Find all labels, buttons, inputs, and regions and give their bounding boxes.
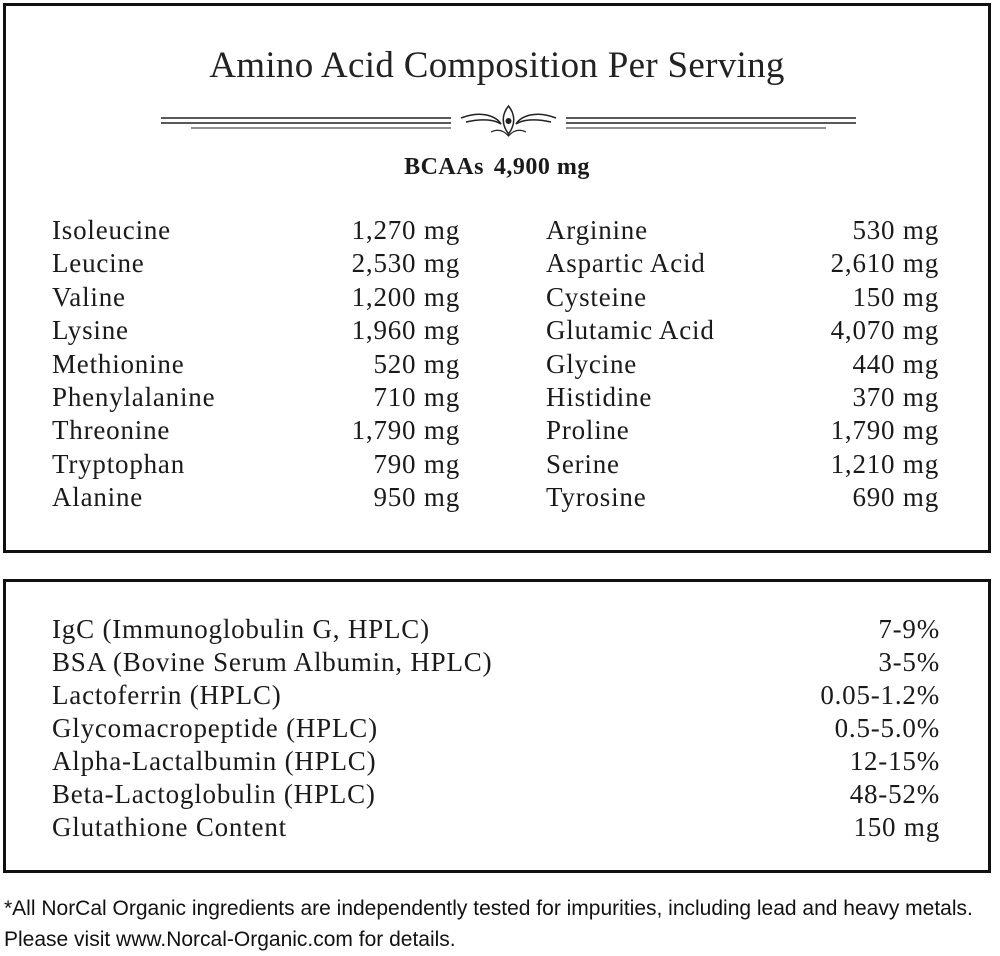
list-item: [546, 348, 939, 381]
protein-name: Glycomacropeptide (HPLC): [52, 713, 378, 743]
protein-value: 3-5%: [878, 647, 940, 677]
amino-acid-amount: 520 mg: [373, 348, 460, 379]
amino-acid-amount: 1,790 mg: [351, 415, 460, 446]
list-item: [546, 314, 939, 347]
list-item: [52, 679, 940, 712]
amino-acid-amount: 1,200 mg: [351, 281, 460, 312]
amino-acid-amount: 1,210 mg: [830, 448, 939, 479]
list-item: [546, 381, 939, 414]
amino-acid-name: Proline: [546, 415, 630, 446]
list-item: [52, 646, 940, 679]
protein-name: Beta-Lactoglobulin (HPLC): [52, 779, 376, 809]
amino-acid-name: Arginine: [546, 215, 648, 245]
amino-acid-name: Aspartic Acid: [546, 248, 706, 279]
amino-acid-amount: 4,070 mg: [830, 315, 939, 346]
protein-name: IgC (Immunoglobulin G, HPLC): [52, 614, 430, 644]
ornament-divider-icon: [161, 102, 856, 142]
protein-value: 48-52%: [849, 779, 940, 809]
protein-value: 150 mg: [853, 812, 940, 842]
amino-acid-name: Threonine: [52, 415, 171, 446]
protein-fraction-panel: [3, 579, 991, 873]
amino-acid-list-right: [546, 214, 939, 515]
list-item: [546, 281, 939, 314]
amino-acid-name: Serine: [546, 448, 620, 479]
list-item: [546, 448, 939, 481]
protein-value: 0.05-1.2%: [820, 680, 940, 710]
protein-value: 7-9%: [878, 614, 940, 644]
list-item: [52, 712, 940, 745]
amino-acid-name: Valine: [52, 281, 126, 312]
protein-name: Lactoferrin (HPLC): [52, 680, 282, 710]
amino-acid-amount: 790 mg: [373, 448, 460, 479]
amino-acid-name: Tryptophan: [52, 448, 186, 479]
bcaa-value: 4,900 mg: [493, 154, 590, 180]
bcaa-total: [6, 154, 988, 181]
amino-acid-amount: 530 mg: [852, 215, 939, 245]
protein-value: 0.5-5.0%: [834, 713, 940, 743]
bcaa-label: BCAAs: [404, 154, 484, 180]
amino-acid-amount: 1,960 mg: [351, 315, 460, 346]
list-item: [52, 448, 460, 481]
list-item: [52, 811, 940, 844]
amino-acid-amount: 690 mg: [852, 482, 939, 513]
list-item: [52, 381, 460, 414]
protein-value: 12-15%: [849, 746, 940, 776]
protein-name: Alpha-Lactalbumin (HPLC): [52, 746, 377, 776]
amino-acid-amount: 1,790 mg: [830, 415, 939, 446]
list-item: [546, 247, 939, 280]
list-item: [546, 414, 939, 447]
amino-acid-amount: 1,270 mg: [351, 215, 460, 245]
amino-acid-name: Methionine: [52, 348, 185, 379]
amino-acid-amount: 2,610 mg: [830, 248, 939, 279]
list-item: [52, 778, 940, 811]
amino-acid-name: Glutamic Acid: [546, 315, 715, 346]
amino-acid-name: Cysteine: [546, 281, 647, 312]
amino-acid-amount: 710 mg: [373, 381, 460, 412]
list-item: [52, 247, 460, 280]
amino-acid-name: Lysine: [52, 315, 129, 346]
list-item: [52, 481, 460, 514]
list-item: [546, 481, 939, 514]
list-item: [52, 745, 940, 778]
amino-acid-amount: 150 mg: [852, 281, 939, 312]
list-item: [52, 348, 460, 381]
amino-acid-name: Phenylalanine: [52, 381, 216, 412]
amino-acid-amount: 950 mg: [373, 482, 460, 513]
amino-acid-amount: 370 mg: [852, 381, 939, 412]
amino-acid-name: Tyrosine: [546, 482, 647, 513]
list-item: [52, 214, 460, 247]
list-item: [52, 281, 460, 314]
amino-acid-list-left: [52, 214, 460, 515]
list-item: [52, 314, 460, 347]
amino-acid-panel: [3, 3, 991, 553]
amino-acid-amount: 2,530 mg: [351, 248, 460, 279]
amino-acid-name: Isoleucine: [52, 215, 171, 245]
list-item: [52, 414, 460, 447]
footnote: *All NorCal Organic ingredients are independently tested for impurities, including lead and heavy metals. Please visit www.Norcal-Organic.com for details.: [4, 897, 973, 951]
amino-acid-name: Leucine: [52, 248, 145, 279]
amino-acid-amount: 440 mg: [852, 348, 939, 379]
protein-name: BSA (Bovine Serum Albumin, HPLC): [52, 647, 493, 677]
amino-acid-name: Alanine: [52, 482, 144, 513]
list-item: [546, 214, 939, 247]
amino-acid-name: Glycine: [546, 348, 638, 379]
amino-acid-name: Histidine: [546, 381, 653, 412]
protein-name: Glutathione Content: [52, 812, 287, 842]
panel-title: Amino Acid Composition Per Serving: [209, 45, 785, 86]
list-item: [52, 613, 940, 646]
